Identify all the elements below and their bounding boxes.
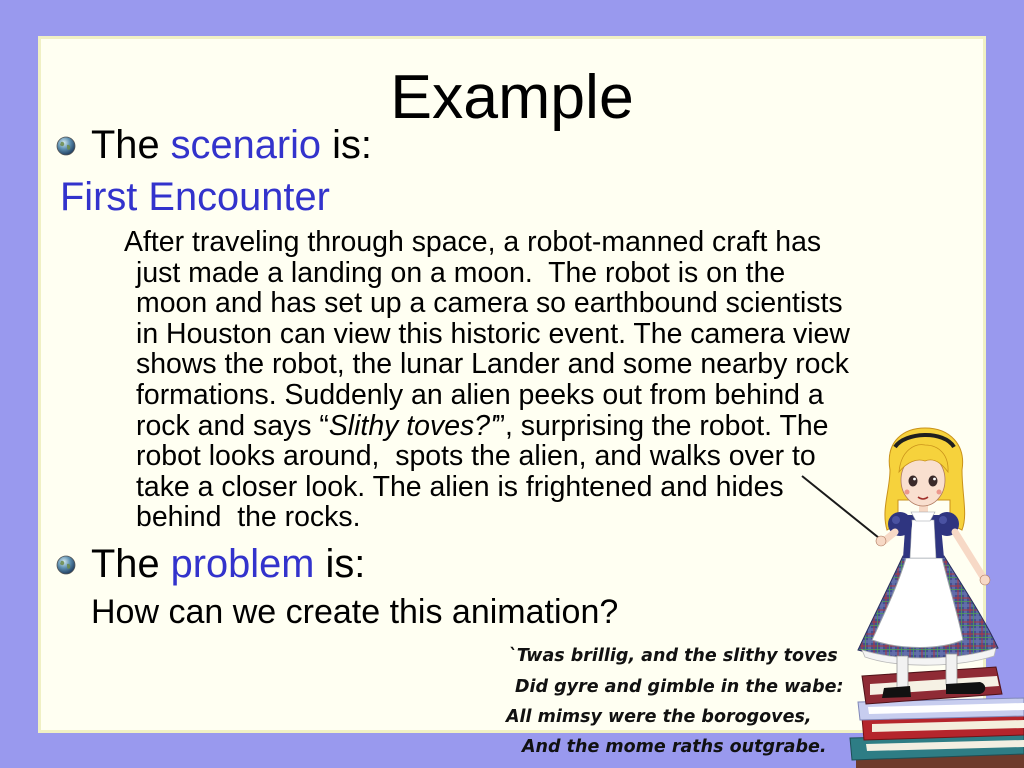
story-line: take a closer look. The alien is frightened and hides (136, 470, 784, 503)
bullet-keyword: scenario (170, 123, 322, 167)
story-line: formations. Suddenly an alien peeks out from behind a (136, 378, 824, 411)
scenario-paragraph (124, 226, 850, 534)
story-line (136, 411, 850, 442)
story-line: shows the robot, the lunar Lander and some nearby rock (136, 348, 849, 381)
bullet-lead: The (91, 542, 171, 586)
poem-line: `Twas brillig, and the slithy toves (508, 646, 838, 666)
alien-quote: Slithy toves?' (328, 409, 496, 442)
story-line: After traveling through space, a robot-manned craft has (124, 226, 822, 258)
poem-line: And the mome raths outgrabe. (522, 737, 827, 757)
bullet-scenario (91, 123, 372, 167)
story-line: moon and has set up a camera so earthbound scientists (136, 287, 843, 320)
story-line: in Houston can view this historic event. The camera view (136, 317, 850, 350)
story-line: robot looks around, spots the alien, and walks over to (136, 440, 816, 473)
pointer-stick (802, 476, 884, 542)
slide-title: Example (390, 62, 634, 132)
problem-question: How can we create this animation? (91, 593, 619, 631)
alice-figure (858, 428, 998, 698)
book-stack-icon (850, 667, 1024, 768)
globe-icon (56, 555, 76, 575)
story-line: behind the rocks. (136, 501, 361, 534)
story-line: just made a landing on a moon. The robot is on the (136, 256, 786, 289)
poem-line: All mimsy were the borogoves, (506, 707, 812, 727)
story-text: rock and says “ (136, 409, 329, 442)
bullet-problem (91, 542, 366, 586)
globe-icon (56, 136, 76, 156)
bullet-lead: The (91, 123, 171, 167)
story-text: ”, surprising the robot. The (495, 409, 829, 442)
bullet-tail: is: (314, 542, 366, 586)
bullet-tail: is: (321, 123, 372, 167)
bullet-keyword: problem (170, 542, 315, 586)
scenario-heading: First Encounter (60, 175, 330, 219)
poem-line: Did gyre and gimble in the wabe: (515, 677, 844, 697)
